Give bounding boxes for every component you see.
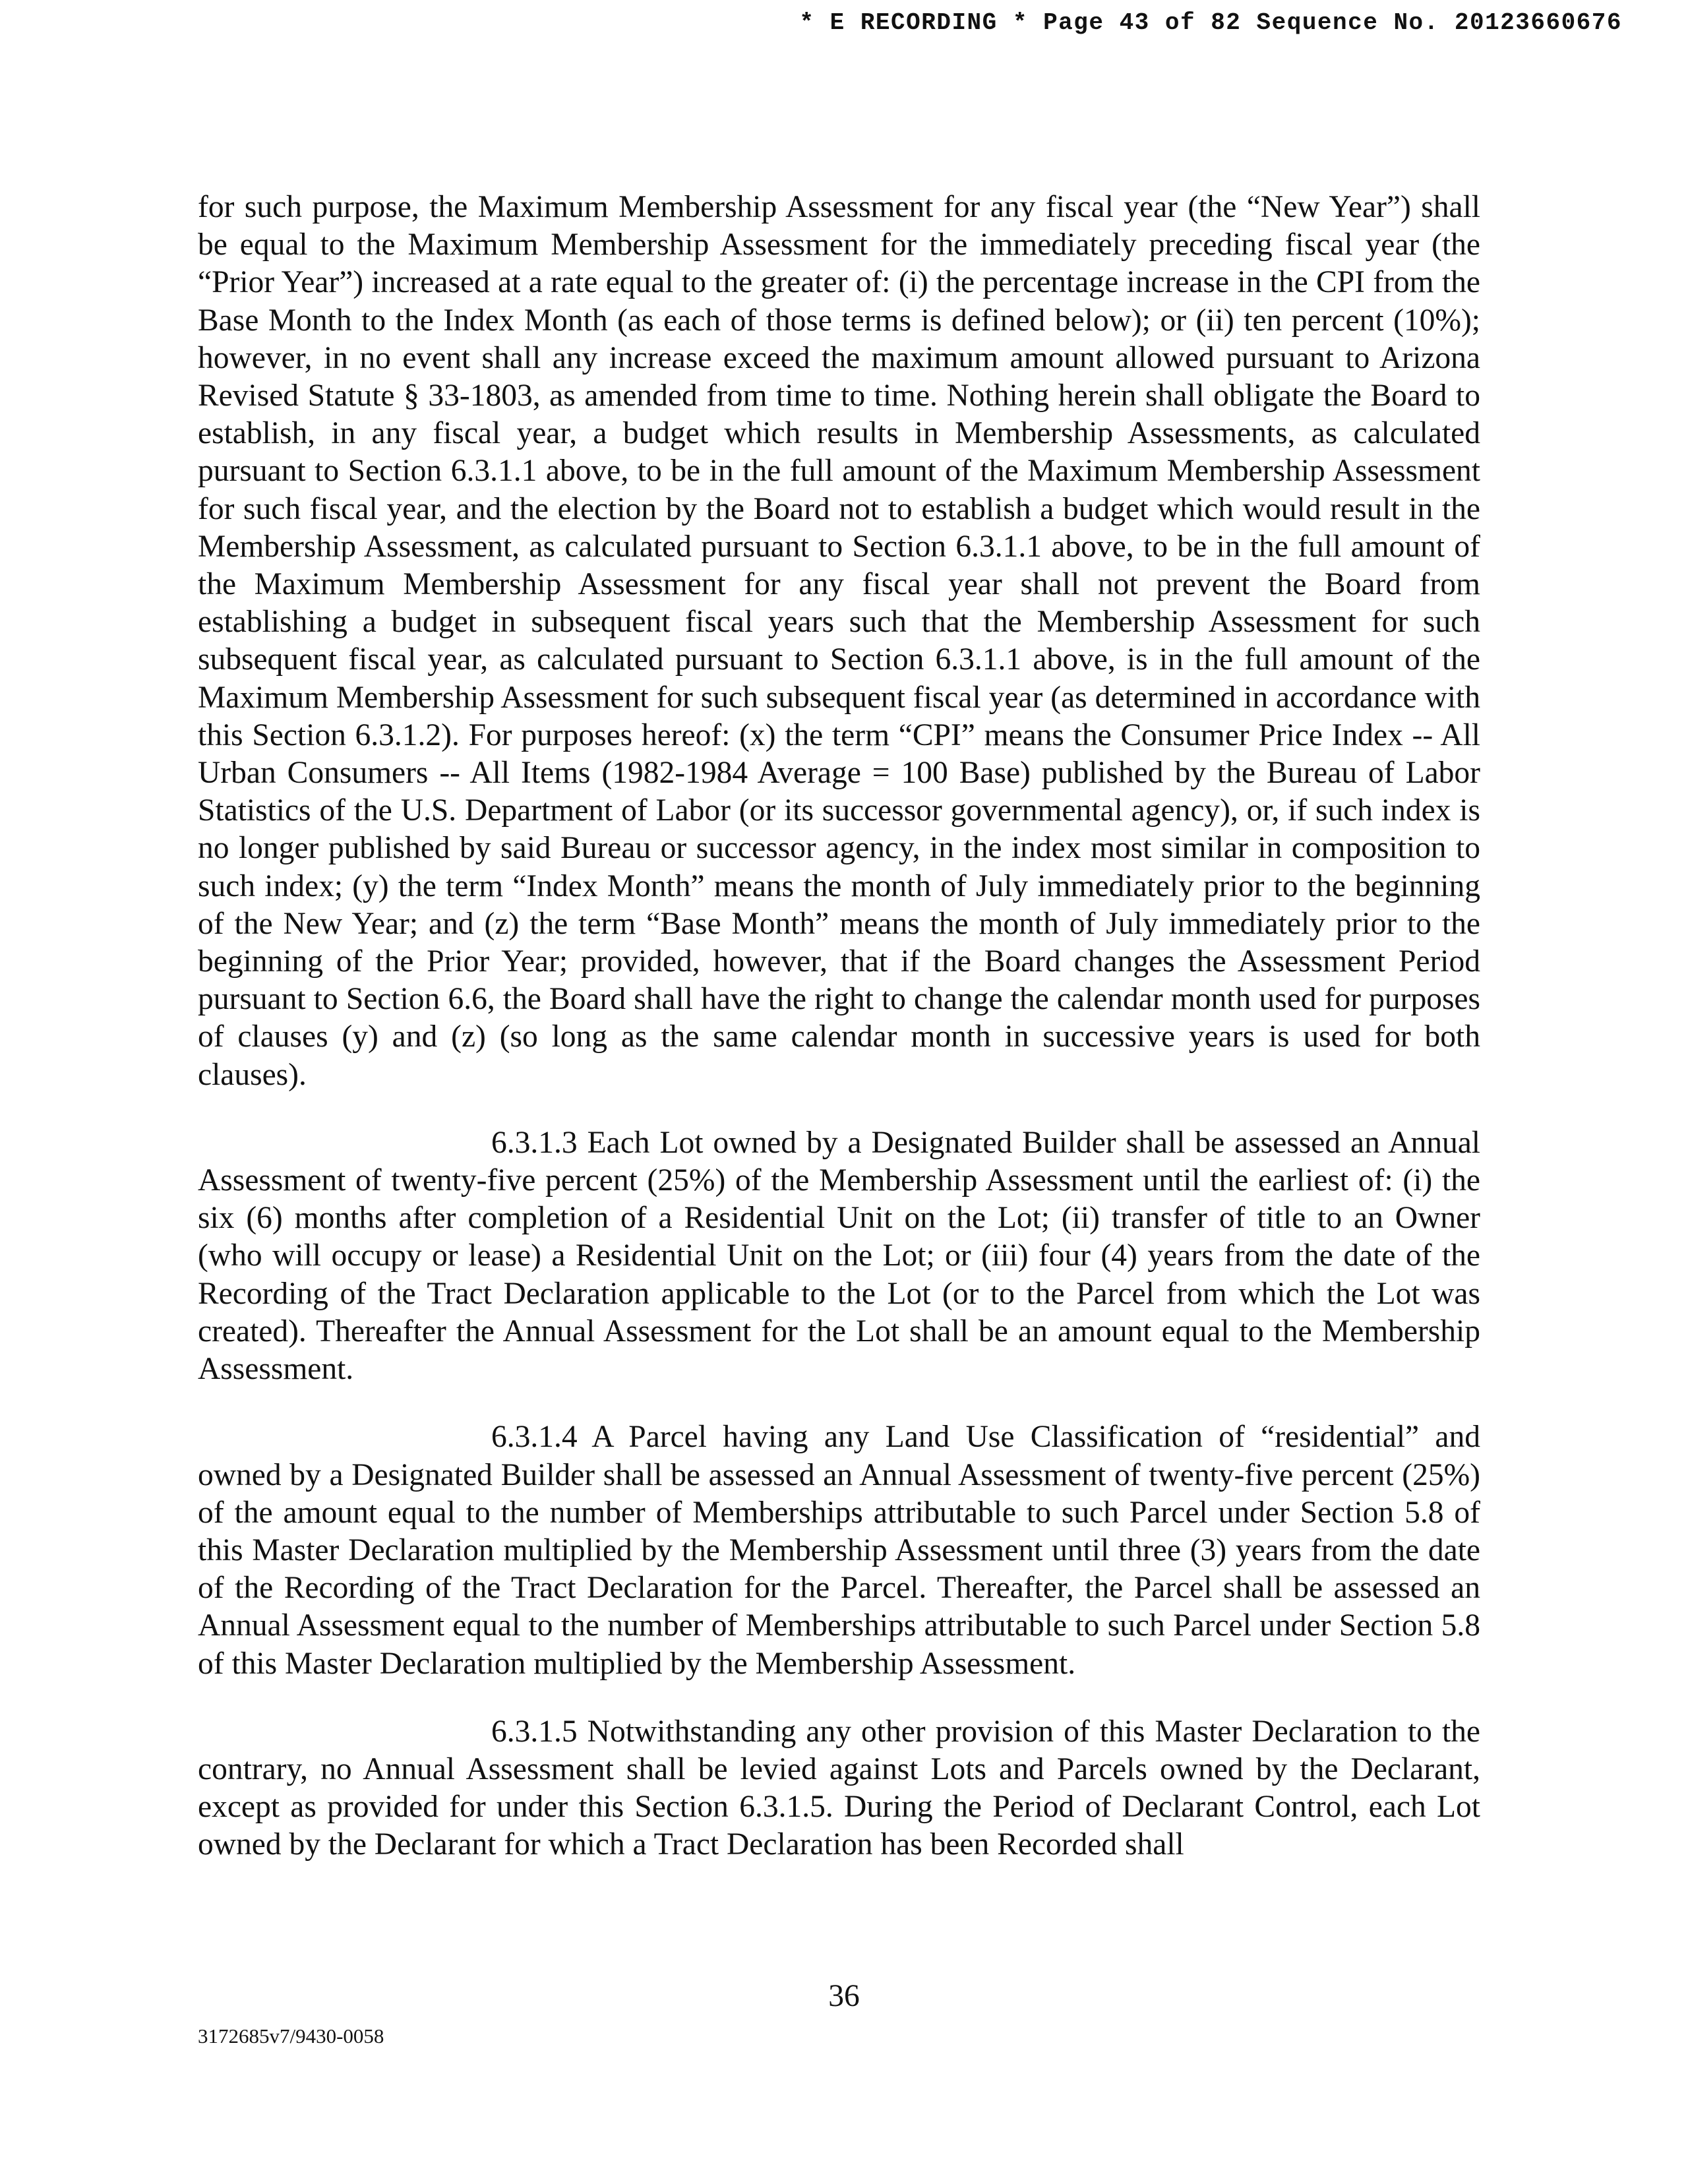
paragraph-6-3-1-5: 6.3.1.5 Notwithstanding any other provision of this Master Declaration to the contrary, no Annual Assessment shall be levied against Lots and Parcels owned by the Declarant, except as provided for under this Section 6.3.1.5. During the Period of Declarant Control, each Lot owned by the Declarant for which a Tract Declaration has been Recorded shall <box>198 1714 1480 1862</box>
document-body <box>198 189 1480 1895</box>
paragraph-6-3-1-3: 6.3.1.3 Each Lot owned by a Designated Builder shall be assessed an Annual Assessment of twenty-five percent (25%) of the Membership Assessment until the earliest of: (i) the six (6) months after completion of a Residential Unit on the Lot; (ii) transfer of title to an Owner (who will occupy or lease) a Residential Unit on the Lot; or (iii) four (4) years from the date of the Recording of the Tract Declaration applicable to the Lot (or to the Parcel from which the Lot was created). Thereafter the Annual Assessment for the Lot shall be an amount equal to the Membership Assessment. <box>198 1125 1480 1387</box>
document-id: 3172685v7/9430-0058 <box>198 2024 384 2048</box>
paragraph-continuation: for such purpose, the Maximum Membership Assessment for any fiscal year (the “New Year”) shall be equal to the Maximum Membership Assessment for the immediately preceding fiscal year (the “Prior Year”) increased at a rate equal to the greater of: (i) the percentage increase in the CPI from the Base Month to the Index Month (as each of those terms is defined below); or (ii) ten percent (10%); however, in no event shall any increase exceed the maximum amount allowed pursuant to Arizona Revised Statute § 33-1803, as amended from time to time. Nothing herein shall obligate the Board to establish, in any fiscal year, a budget which results in Membership Assessments, as calculated pursuant to Section 6.3.1.1 above, to be in the full amount of the Maximum Membership Assessment for such fiscal year, and the election by the Board not to establish a budget which would result in the Membership Assessment, as calculated pursuant to Section 6.3.1.1 above, to be in the full amount of the Maximum Membership Assessment for any fiscal year shall not prevent the Board from establishing a budget in subsequent fiscal years such that the Membership Assessment for such subsequent fiscal year, as calculated pursuant to Section 6.3.1.1 above, is in the full amount of the Maximum Membership Assessment for such subsequent fiscal year (as determined in accordance with this Section 6.3.1.2). For purposes hereof: (x) the term “CPI” means the Consumer Price Index -- All Urban Consumers -- All Items (1982-1984 Average = 100 Base) published by the Bureau of Labor Statistics of the U.S. Department of Labor (or its successor governmental agency), or, if such index is no longer published by said Bureau or successor agency, in the index most similar in composition to such index; (y) the term “Index Month” means the month of July immediately prior to the beginning of the New Year; and (z) the term “Base Month” means the month of July immediately prior to the beginning of the Prior Year; provided, however, that if the Board changes the Assessment Period pursuant to Section 6.6, the Board shall have the right to change the calendar month used for purposes of clauses (y) and (z) (so long as the same calendar month in successive years is used for both clauses). <box>198 190 1480 1092</box>
paragraph-6-3-1-4: 6.3.1.4 A Parcel having any Land Use Classification of “residential” and owned by a Designated Builder shall be assessed an Annual Assessment of twenty-five percent (25%) of the amount equal to the number of Memberships attributable to such Parcel under Section 5.8 of this Master Declaration multiplied by the Membership Assessment until three (3) years from the date of the Recording of the Tract Declaration for the Parcel. Thereafter, the Parcel shall be assessed an Annual Assessment equal to the number of Memberships attributable to such Parcel under Section 5.8 of this Master Declaration multiplied by the Membership Assessment. <box>198 1420 1480 1681</box>
page-number: 36 <box>828 1979 860 2013</box>
recording-header: * E RECORDING * Page 43 of 82 Sequence No. 20123660676 <box>799 9 1622 36</box>
